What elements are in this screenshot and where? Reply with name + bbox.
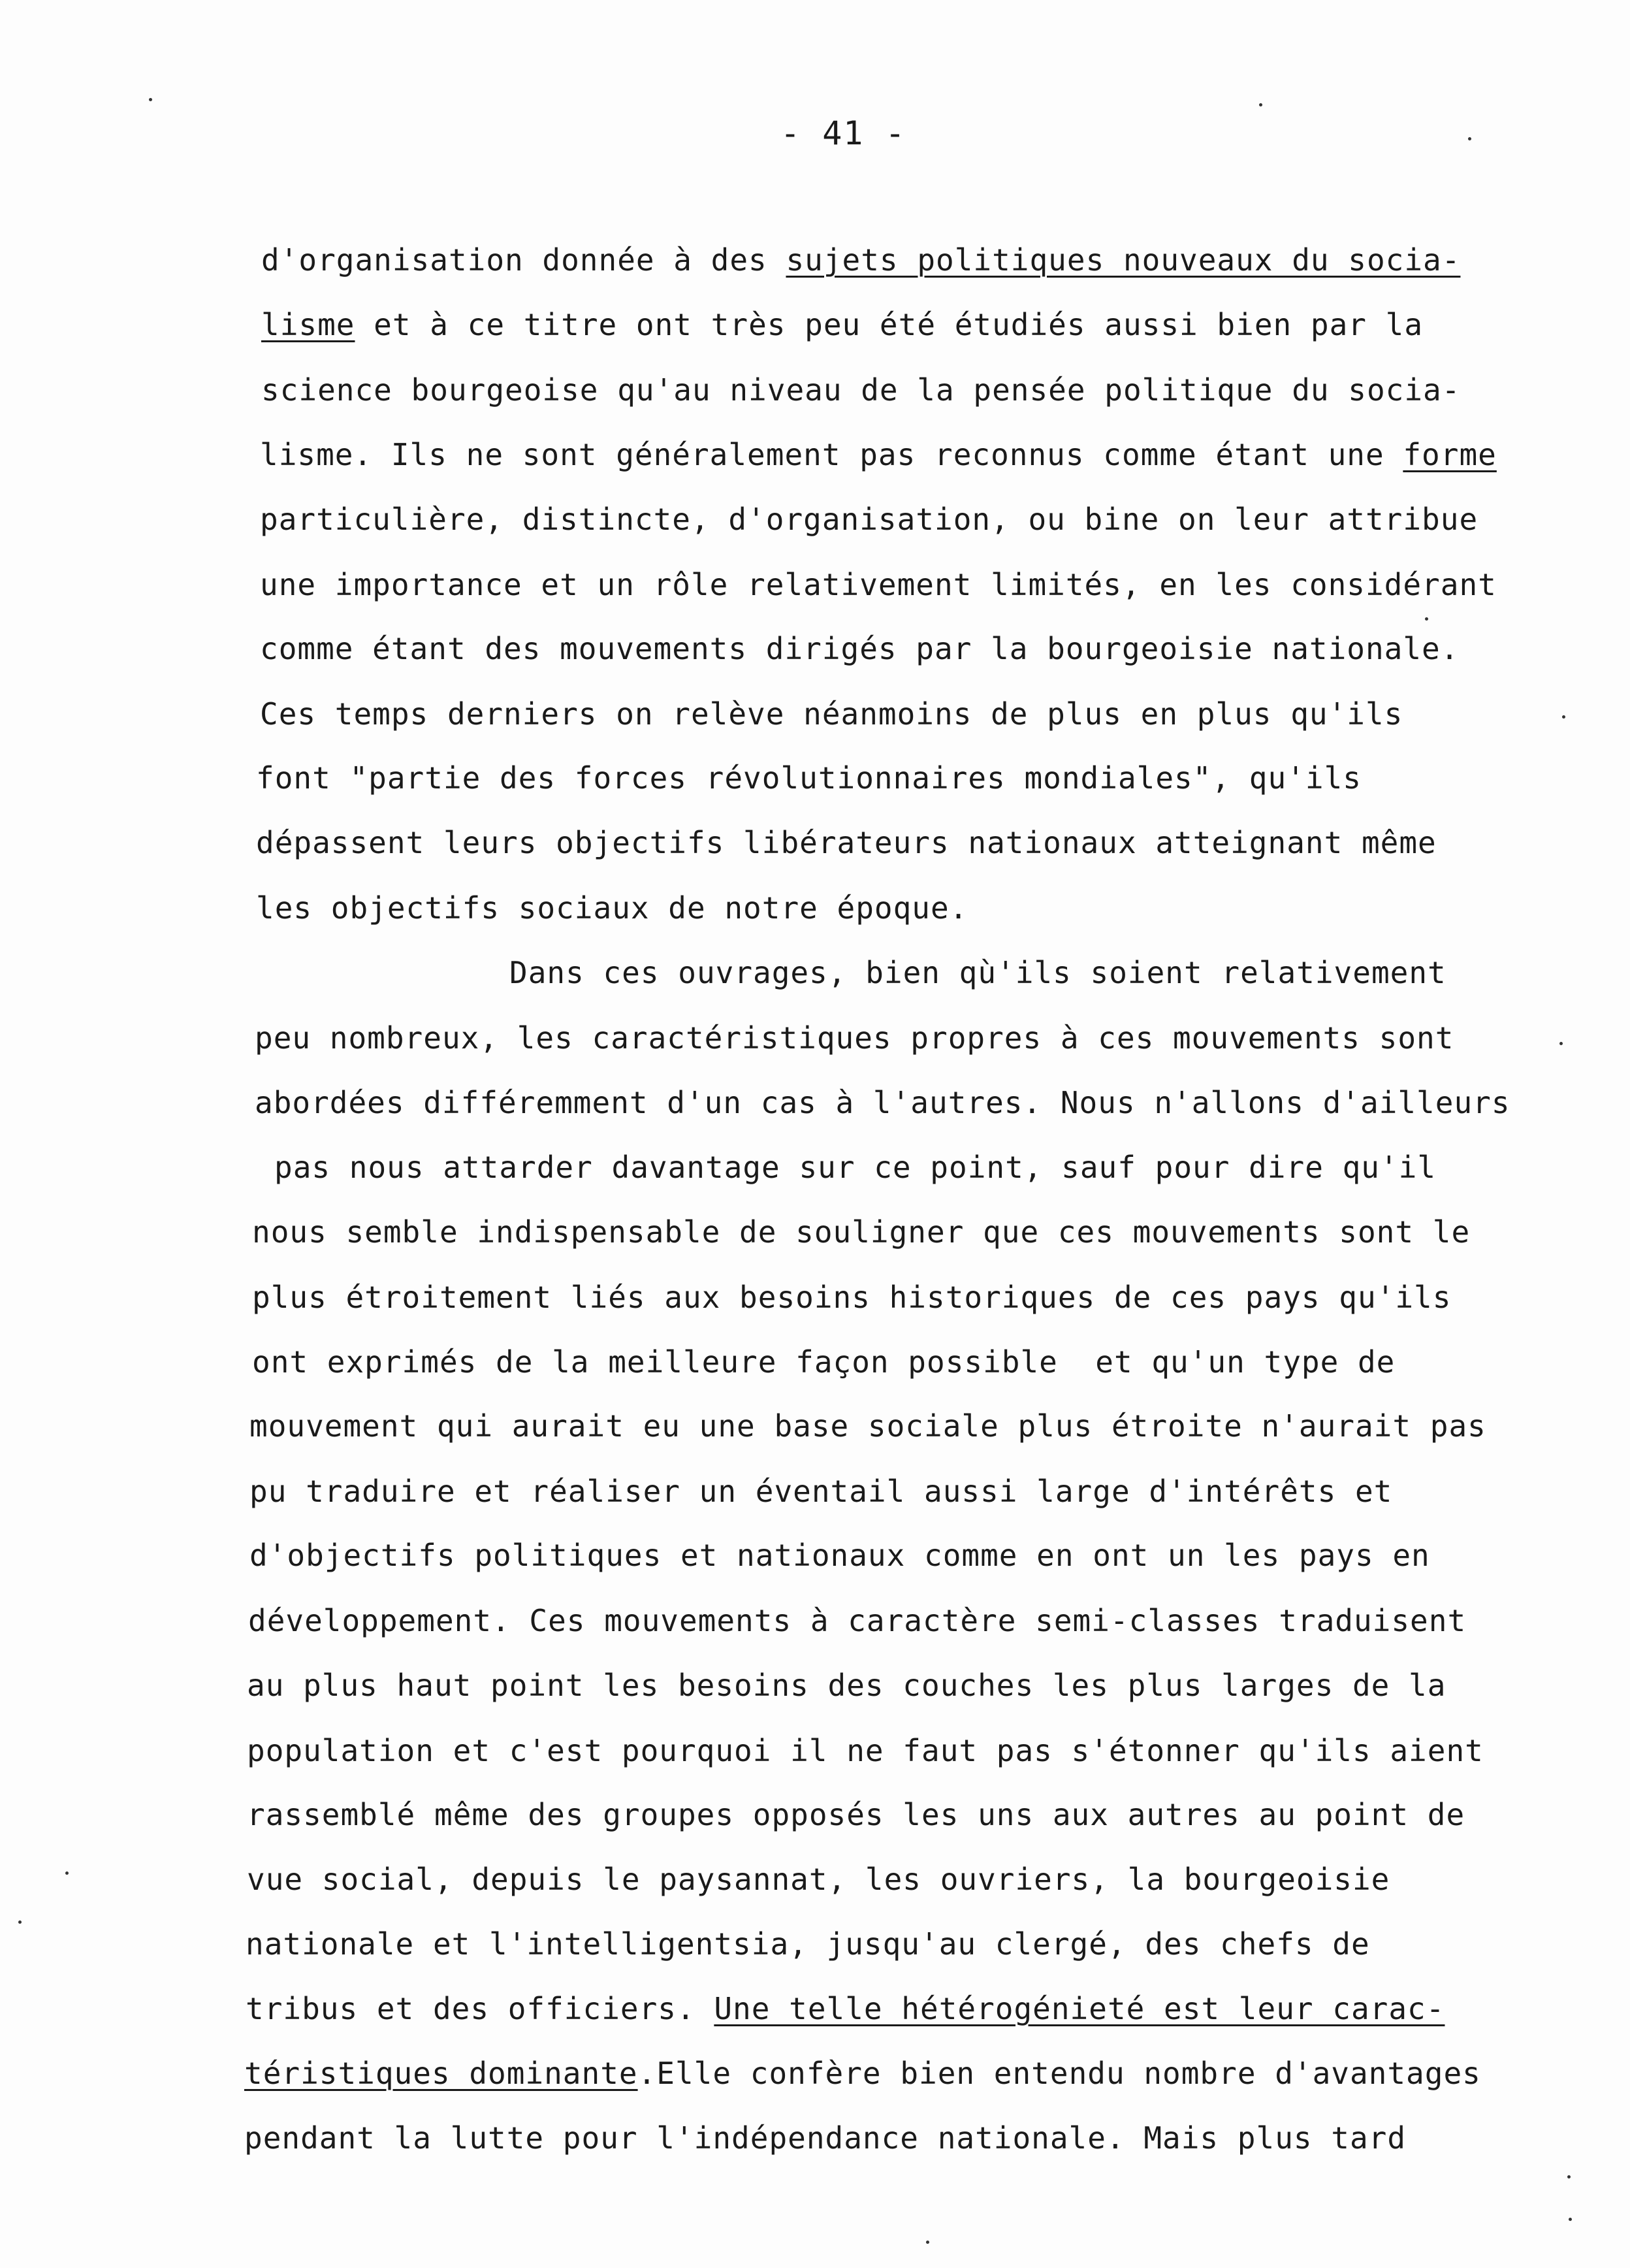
scan-speck [65, 1871, 69, 1875]
text-line [247, 1862, 1390, 1897]
text-line [244, 2120, 1407, 2156]
line-text: peu nombreux, les caractéristiques propres à ces mouvements sont [255, 1020, 1454, 1056]
line-text: pendant la lutte pour l'indépendance nationale. Mais plus tard [244, 2120, 1407, 2156]
scan-speck [1468, 137, 1471, 140]
line-text: nous semble indispensable de souligner que ces mouvements sont le [252, 1214, 1471, 1250]
line-text: ont exprimés de la meilleure façon possible et qu'un type de [252, 1344, 1396, 1380]
scan-speck [1567, 2175, 1571, 2179]
line-text: lisme. Ils ne sont généralement pas reconnus comme étant une [260, 437, 1403, 472]
text-line [274, 1150, 1437, 1185]
line-text: nationale et l'intelligentsia, jusqu'au clergé, des chefs de [246, 1926, 1370, 1962]
line-text: tribus et des officiers. [246, 1991, 714, 2026]
text-line [244, 2056, 1481, 2091]
scan-speck [926, 2241, 929, 2244]
text-line [249, 1408, 1486, 1444]
text-line [260, 567, 1497, 602]
line-text: particulière, distincte, d'organisation, ou bine on leur attribue [260, 502, 1478, 537]
line-text: au plus haut point les besoins des couches les plus larges de la [247, 1668, 1446, 1703]
scan-speck [1569, 2218, 1572, 2221]
line-text: population et c'est pourquoi il ne faut pas s'étonner qu'ils aient [247, 1733, 1484, 1768]
line-text: développement. Ces mouvements à caractère semi-classes traduisent [248, 1603, 1467, 1638]
text-line [256, 890, 968, 926]
text-line [260, 631, 1460, 666]
text-line [248, 1603, 1467, 1638]
line-text: mouvement qui aurait eu une base sociale plus étroite n'aurait pas [249, 1408, 1486, 1444]
line-text: dépassent leurs objectifs libérateurs nationaux atteignant même [256, 825, 1437, 860]
line-text: plus étroitement liés aux besoins historiques de ces pays qu'ils [252, 1280, 1452, 1315]
text-line [247, 1668, 1446, 1703]
text-line [260, 502, 1478, 537]
line-text: font "partie des forces révolutionnaires mondiales", qu'ils [256, 760, 1362, 796]
line-text: abordées différemment d'un cas à l'autres. Nous n'allons d'ailleurs [255, 1085, 1510, 1120]
line-text: science bourgeoise qu'au niveau de la pensée politique du socia- [261, 372, 1461, 408]
text-line [247, 1797, 1465, 1832]
text-line [260, 437, 1497, 472]
line-text: pu traduire et réaliser un éventail aussi large d'intérêts et [249, 1474, 1393, 1509]
text-line [260, 696, 1403, 732]
text-line [252, 1214, 1471, 1250]
line-text: une importance et un rôle relativement limités, en les considérant [260, 567, 1497, 602]
scan-speck [1425, 617, 1428, 621]
text-line [249, 1474, 1393, 1509]
text-line [256, 825, 1437, 860]
underlined-text: sujets politiques nouveaux du socia- [786, 242, 1461, 278]
line-text: comme étant des mouvements dirigés par la bourgeoisie nationale. [260, 631, 1460, 666]
text-line [246, 1926, 1370, 1962]
line-text: .Elle confère bien entendu nombre d'avantages [637, 2056, 1481, 2091]
underlined-text: téristiques dominante [244, 2056, 638, 2091]
text-line [252, 1280, 1452, 1315]
text-line [261, 242, 1461, 278]
text-line [261, 372, 1461, 408]
line-text: Ces temps derniers on relève néanmoins de plus en plus qu'ils [260, 696, 1403, 732]
text-line [509, 955, 1446, 990]
scan-speck [1259, 103, 1262, 106]
text-line [249, 1538, 1430, 1573]
scan-speck [1562, 715, 1565, 719]
page-number: - 41 - [780, 114, 906, 152]
line-text: Dans ces ouvrages, bien qù'ils soient relativement [509, 955, 1446, 990]
line-text: pas nous attarder davantage sur ce point, sauf pour dire qu'il [274, 1150, 1437, 1185]
text-line [256, 760, 1362, 796]
line-text: rassemblé même des groupes opposés les uns aux autres au point de [247, 1797, 1465, 1832]
text-line [247, 1733, 1484, 1768]
scan-speck [18, 1920, 22, 1924]
underlined-text: forme [1403, 437, 1497, 472]
underlined-text: lisme [261, 307, 355, 342]
text-line [252, 1344, 1396, 1380]
line-text: d'organisation donnée à des [261, 242, 786, 278]
line-text: d'objectifs politiques et nationaux comme en ont un les pays en [249, 1538, 1430, 1573]
text-line [255, 1085, 1510, 1120]
text-line [255, 1020, 1454, 1056]
scan-speck [1559, 1042, 1563, 1045]
line-text: et à ce titre ont très peu été étudiés aussi bien par la [355, 307, 1424, 342]
text-line [246, 1991, 1445, 2026]
text-line [261, 307, 1424, 342]
scan-speck [149, 98, 152, 101]
line-text: les objectifs sociaux de notre époque. [256, 890, 968, 926]
line-text: vue social, depuis le paysannat, les ouvriers, la bourgeoisie [247, 1862, 1390, 1897]
underlined-text: Une telle hétérogénieté est leur carac- [714, 1991, 1445, 2026]
